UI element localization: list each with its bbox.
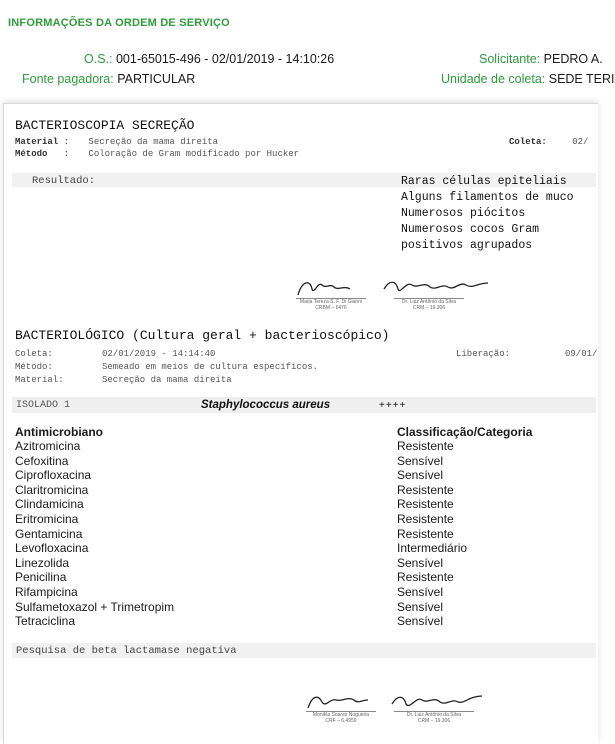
antimicrobial-table (15, 439, 595, 629)
fonte-pagadora (22, 72, 195, 86)
signer-crm: CRBM – 6476 (315, 305, 347, 311)
drug-category: Sensível (397, 468, 444, 483)
resultado-line: Numerosos piócitos (401, 207, 526, 220)
unidade-coleta (441, 72, 615, 86)
table-row (15, 483, 595, 498)
drug-name: Azitromicina (15, 439, 81, 453)
table-row (15, 541, 595, 556)
resultado-lines (401, 174, 574, 254)
solicitante-label: Solicitante: (479, 52, 541, 66)
table-row (15, 585, 595, 600)
signature-scribbles-2 (300, 690, 500, 712)
os-value: 001-65015-496 - 02/01/2019 - 14:10:26 (115, 52, 335, 66)
signature-name-4 (394, 712, 474, 724)
order-info-title: INFORMAÇÕES DA ORDEM DE SERVIÇO (8, 17, 230, 29)
growth-level: ++++ (379, 400, 407, 411)
drug-category: Resistente (397, 482, 454, 497)
drug-category: Sensível (397, 599, 444, 614)
bacterioscopia-coleta (509, 137, 588, 147)
drug-name: Claritromicina (15, 482, 89, 497)
signer-crm: CRM – 19.306 (412, 305, 446, 311)
drug-category: Intermediário (397, 541, 468, 556)
drug-name: Ciprofloxacina (15, 468, 92, 483)
drug-name: Levofloxacina (15, 541, 89, 556)
bacteriologico-title: BACTERIOLÓGICO (Cultura geral + bacterioscópico) (15, 328, 390, 343)
table-row (15, 439, 595, 454)
signature-name-2 (394, 299, 464, 311)
metodo-value: Coloração de Gram modificado por Hucker (88, 149, 300, 159)
drug-name: Linezolida (15, 555, 70, 570)
organism-name: Staphylococcus aureus (201, 399, 331, 411)
bacteriologico-material-label: Material: (15, 375, 64, 385)
drug-name: Sulfametoxazol + Trimetropim (15, 599, 175, 614)
resultado-line: positivos agrupados (401, 239, 533, 252)
bacteriologico-coleta-label: Coleta: (15, 349, 53, 359)
fonte-label: Fonte pagadora: (22, 72, 114, 86)
drug-name: Rifampicina (15, 584, 78, 599)
drug-category: Resistente (397, 497, 454, 512)
table-row (15, 556, 595, 571)
drug-category: Resistente (397, 570, 454, 585)
beta-lactamase-note: Pesquisa de beta lactamase negativa (16, 645, 237, 657)
liberacao-label: Liberação: (456, 349, 511, 359)
bacteriologico-metodo-label: Método: (15, 362, 53, 372)
table-row (15, 600, 595, 615)
drug-category: Sensível (397, 614, 444, 629)
bacteriologico-coleta-value: 02/01/2019 - 14:14:40 (102, 349, 216, 359)
signature-name-3 (306, 712, 376, 724)
table-header-classificacao: Classificação/Categoria (397, 425, 533, 439)
table-row (15, 614, 595, 629)
drug-name: Tetraciclina (15, 614, 76, 629)
table-row (15, 497, 595, 512)
os-number (84, 52, 334, 66)
coleta-value: 02/ (572, 137, 589, 147)
drug-name: Clindamicina (15, 497, 84, 512)
signature-scribbles-1 (288, 275, 504, 299)
signer-name: Monikla Soares Nogueira (312, 712, 370, 718)
drug-name: Gentamicina (15, 526, 83, 541)
bacterioscopia-metodo: Método : Coloração de Gram modificado por Hucker (15, 149, 300, 159)
signature-name-1 (296, 299, 366, 311)
resultado-line: Raras células epiteliais (401, 175, 567, 188)
os-label: O.S.: (84, 52, 113, 66)
coleta-label: Coleta: (509, 137, 547, 147)
signer-name: Dr. Luiz Antônio da Silva (401, 299, 457, 305)
table-row (15, 454, 595, 469)
signer-crm: CRF – 6.4959 (325, 718, 357, 724)
table-row (15, 570, 595, 585)
signer-name: Dr. Luiz Antônio da Silva (406, 712, 462, 718)
unidade-value: SEDE TERI (548, 72, 615, 86)
drug-category: Sensível (397, 555, 444, 570)
table-header-antimicrobiano: Antimicrobiano (15, 425, 104, 439)
drug-category: Sensível (397, 453, 444, 468)
drug-category: Resistente (397, 439, 454, 453)
liberacao-value: 09/01/ (565, 349, 598, 359)
signer-name: Maria Tereza S. F. Di Gianni (299, 299, 363, 305)
table-row (15, 527, 595, 542)
drug-category: Resistente (397, 526, 454, 541)
fonte-value: PARTICULAR (117, 72, 196, 86)
signer-crm: CRM – 19.306 (417, 718, 451, 724)
resultado-line: Alguns filamentos de muco (401, 191, 574, 204)
solicitante (479, 52, 603, 66)
table-row (15, 512, 595, 527)
unidade-label: Unidade de coleta: (441, 72, 546, 86)
resultado-label: Resultado: (32, 175, 96, 187)
resultado-line: Numerosos cocos Gram (401, 223, 540, 236)
bacteriologico-material-value: Secreção da mama direita (102, 375, 232, 385)
bacterioscopia-title: BACTERIOSCOPIA SECREÇÃO (15, 118, 195, 133)
solicitante-value: PEDRO A. (543, 52, 603, 66)
bacteriologico-metodo-value: Semeado em meios de cultura específicos. (102, 362, 319, 372)
bacterioscopia-material: Material : Secreção da mama direita (15, 137, 219, 147)
isolado-label: ISOLADO 1 (16, 400, 71, 411)
material-label: Material (15, 137, 59, 147)
metodo-label: Método (15, 149, 48, 159)
drug-category: Sensível (397, 584, 444, 599)
material-value: Secreção da mama direita (88, 137, 219, 147)
drug-name: Penicilina (15, 570, 67, 585)
table-row (15, 468, 595, 483)
drug-category: Resistente (397, 511, 454, 526)
drug-name: Cefoxitina (15, 453, 69, 468)
drug-name: Eritromicina (15, 511, 79, 526)
